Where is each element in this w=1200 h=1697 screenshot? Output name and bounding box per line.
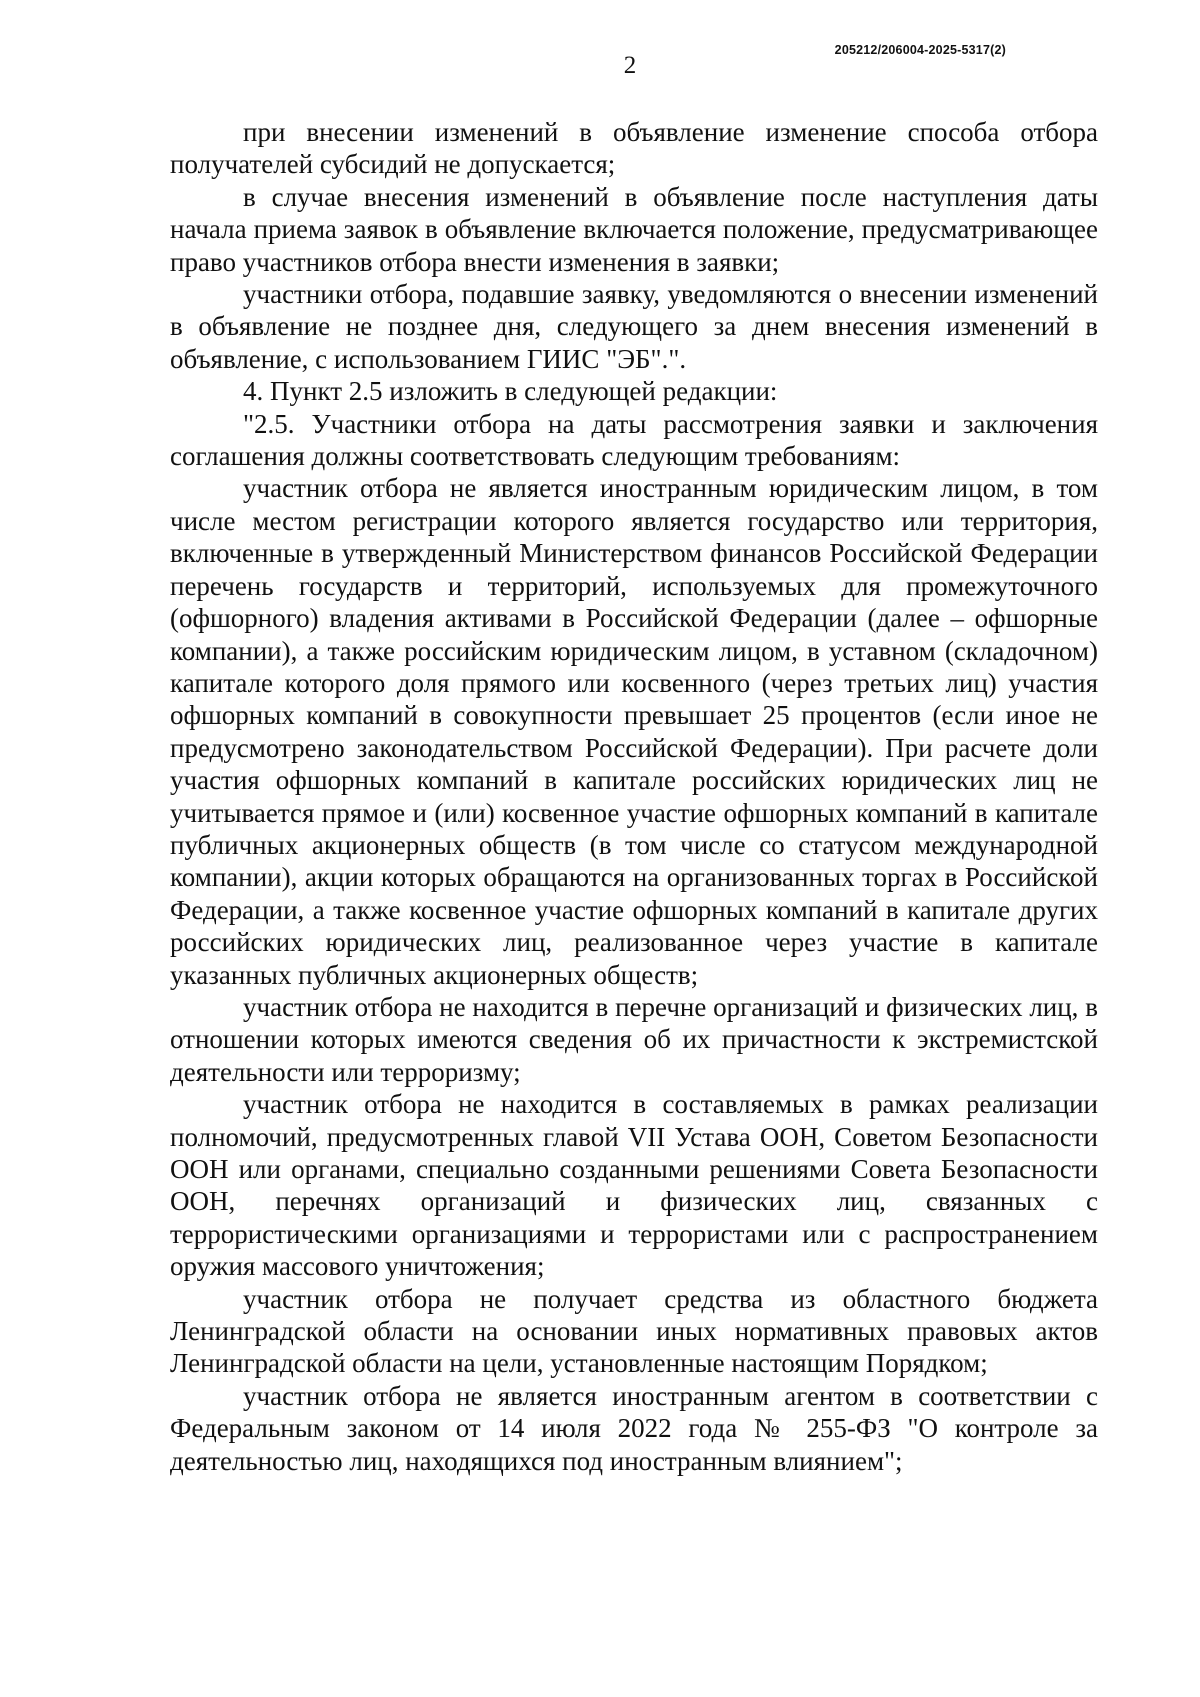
document-id: 205212/206004-2025-5317(2)	[834, 43, 1006, 57]
paragraph-un-lists-requirement: участник отбора не находится в составляемых в рамках реализации полномочий, предусмотренных главой VII Устава ООН, Советом Безопасности ООН или органами, специально созданными решениями Совета Безопасности ООН, перечнях организаций и физических лиц, связанных с террористическими организациями и террористами или с распространением оружия массового уничтожения;	[170, 1089, 1098, 1282]
paragraph-notify-participants: участники отбора, подавшие заявку, уведомляются о внесении изменений в объявление не позднее дня, следующего за днем внесения изменений в объявление, с использованием ГИИС "ЭБ".".	[170, 279, 1098, 374]
page-number: 2	[623, 52, 637, 79]
paragraph-changes-after-start: в случае внесения изменений в объявление после наступления даты начала приема заявок в объявление включается положение, предусматривающее право участников отбора внести изменения в заявки;	[170, 181, 1098, 277]
paragraph-budget-requirement: участник отбора не получает средства из областного бюджета Ленинградской области на основании иных нормативных правовых актов Ленинградской области на цели, установленные настоящим Порядком;	[170, 1283, 1098, 1379]
paragraph-change-method: при внесении изменений в объявление изменение способа отбора получателей субсидий не допускается;	[170, 117, 1098, 180]
paragraph-item-4: 4. Пункт 2.5 изложить в следующей редакции:	[243, 376, 778, 407]
paragraph-offshore-requirement: участник отбора не является иностранным юридическим лицом, в том числе местом регистрации которого является государство или территория, включенные в утвержденный Министерством финансов Российской Федерации перечень государств и территорий, используемых для промежуточного (офшорного) владения активами в Российской Федерации (далее – офшорные компании), а также российским юридическим лицом, в уставном (складочном) капитале которого доля прямого или косвенного (через третьих лиц) участия офшорных компаний в совокупности превышает 25 процентов (если иное не предусмотрено законодательством Российской Федерации). При расчете доли участия офшорных компаний в капитале российских юридических лиц не учитывается прямое и (или) косвенное участие офшорных компаний в капитале публичных акционерных обществ (в том числе со статусом международной компании), акции которых обращаются на организованных торгах в Российской Федерации, а также косвенное участие офшорных компаний в капитале других российских юридических лиц, реализованное через участие в капитале указанных публичных акционерных обществ;	[170, 473, 1098, 990]
paragraph-foreign-agent-requirement: участник отбора не является иностранным агентом в соответствии с Федеральным законом от 14 июля 2022 года № 255-ФЗ "О контроле за деятельностью лиц, находящихся под иностранным влиянием";	[170, 1380, 1098, 1476]
paragraph-extremism-requirement: участник отбора не находится в перечне организаций и физических лиц, в отношении которых имеются сведения об их причастности к экстремистской деятельности или терроризму;	[170, 991, 1098, 1087]
paragraph-section-2-5: "2.5. Участники отбора на даты рассмотрения заявки и заключения соглашения должны соответствовать следующим требованиям:	[170, 408, 1098, 472]
document-body	[170, 116, 1098, 1477]
